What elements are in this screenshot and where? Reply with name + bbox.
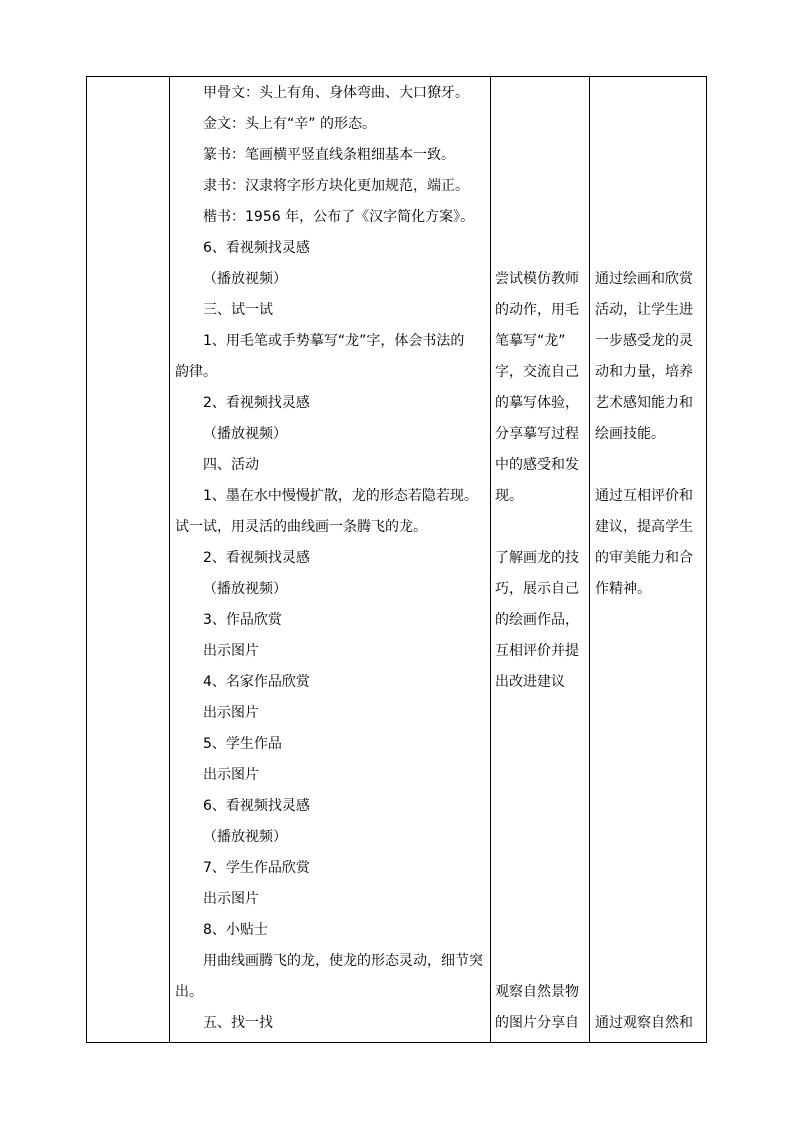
text-line: 1、用毛笔或手势摹写“龙”字，体会书法的 — [203, 333, 465, 349]
text-line: 活动，让学生进 — [595, 302, 693, 318]
text-line: 笔摹写“龙” — [495, 333, 566, 349]
section-heading: 四、活动 — [203, 457, 259, 473]
text-line: 出示图片 — [203, 705, 259, 721]
text-line: 楷书：1956 年，公布了《汉字简化方案》。 — [203, 209, 475, 225]
text-line: 篆书：笔画横平竖直线条粗细基本一致。 — [203, 147, 455, 163]
section-heading: 三、试一试 — [203, 302, 273, 318]
text-line: 出示图片 — [203, 643, 259, 659]
text-line: 动和力量，培养 — [595, 364, 693, 380]
column-divider — [490, 77, 491, 1042]
text-line: 通过绘画和欣赏 — [595, 271, 693, 287]
text-line: 通过观察自然和 — [595, 1015, 693, 1031]
lesson-plan-table — [86, 76, 707, 1043]
text-line: 出改进建议 — [495, 674, 565, 690]
text-line: 7、学生作品欣赏 — [203, 860, 310, 876]
text-line: 2、看视频找灵感 — [203, 550, 310, 566]
text-line: 的绘画作品， — [495, 612, 579, 628]
text-line: 8、小贴士 — [203, 922, 268, 938]
text-line: 作精神。 — [595, 581, 651, 597]
text-line: （播放视频） — [203, 829, 287, 845]
column-divider — [589, 77, 590, 1042]
text-line: 出示图片 — [203, 891, 259, 907]
text-line: 一步感受龙的灵 — [595, 333, 693, 349]
text-line: 的审美能力和合 — [595, 550, 693, 566]
text-line: 尝试模仿教师 — [495, 271, 579, 287]
text-line: 互相评价并提 — [495, 643, 579, 659]
column-divider — [169, 77, 170, 1042]
text-line: （播放视频） — [203, 426, 287, 442]
text-line: （播放视频） — [203, 271, 287, 287]
text-line: 出。 — [175, 984, 203, 1000]
text-line: 现。 — [495, 488, 523, 504]
text-line: 1、墨在水中慢慢扩散，龙的形态若隐若现。 — [203, 488, 478, 504]
text-line: 6、看视频找灵感 — [203, 798, 310, 814]
text-line: 分享摹写过程 — [495, 426, 579, 442]
text-line: 建议，提高学生 — [595, 519, 693, 535]
text-line: 金文：头上有“辛” 的形态。 — [203, 116, 376, 132]
text-line: 用曲线画腾飞的龙，使龙的形态灵动，细节突 — [203, 953, 483, 969]
text-line: 4、名家作品欣赏 — [203, 674, 310, 690]
text-line: 绘画技能。 — [595, 426, 665, 442]
text-line: 了解画龙的技 — [495, 550, 579, 566]
text-line: 隶书：汉隶将字形方块化更加规范，端正。 — [203, 178, 469, 194]
text-line: 的动作，用毛 — [495, 302, 579, 318]
text-line: 的图片分享自 — [495, 1015, 579, 1031]
text-line: 通过互相评价和 — [595, 488, 693, 504]
section-heading: 五、找一找 — [203, 1015, 273, 1031]
text-line: 甲骨文：头上有角、身体弯曲、大口獠牙。 — [203, 85, 469, 101]
text-line: 的摹写体验， — [495, 395, 579, 411]
text-line: 观察自然景物 — [495, 984, 579, 1000]
text-line: 出示图片 — [203, 767, 259, 783]
text-line: 中的感受和发 — [495, 457, 579, 473]
text-line: （播放视频） — [203, 581, 287, 597]
text-line: 2、看视频找灵感 — [203, 395, 310, 411]
text-line: 韵律。 — [175, 364, 217, 380]
text-line: 艺术感知能力和 — [595, 395, 693, 411]
text-line: 巧，展示自己 — [495, 581, 579, 597]
text-line: 6、看视频找灵感 — [203, 240, 310, 256]
text-line: 字，交流自己 — [495, 364, 579, 380]
text-line: 5、学生作品 — [203, 736, 282, 752]
text-line: 试一试，用灵活的曲线画一条腾飞的龙。 — [175, 519, 427, 535]
text-line: 3、作品欣赏 — [203, 612, 282, 628]
